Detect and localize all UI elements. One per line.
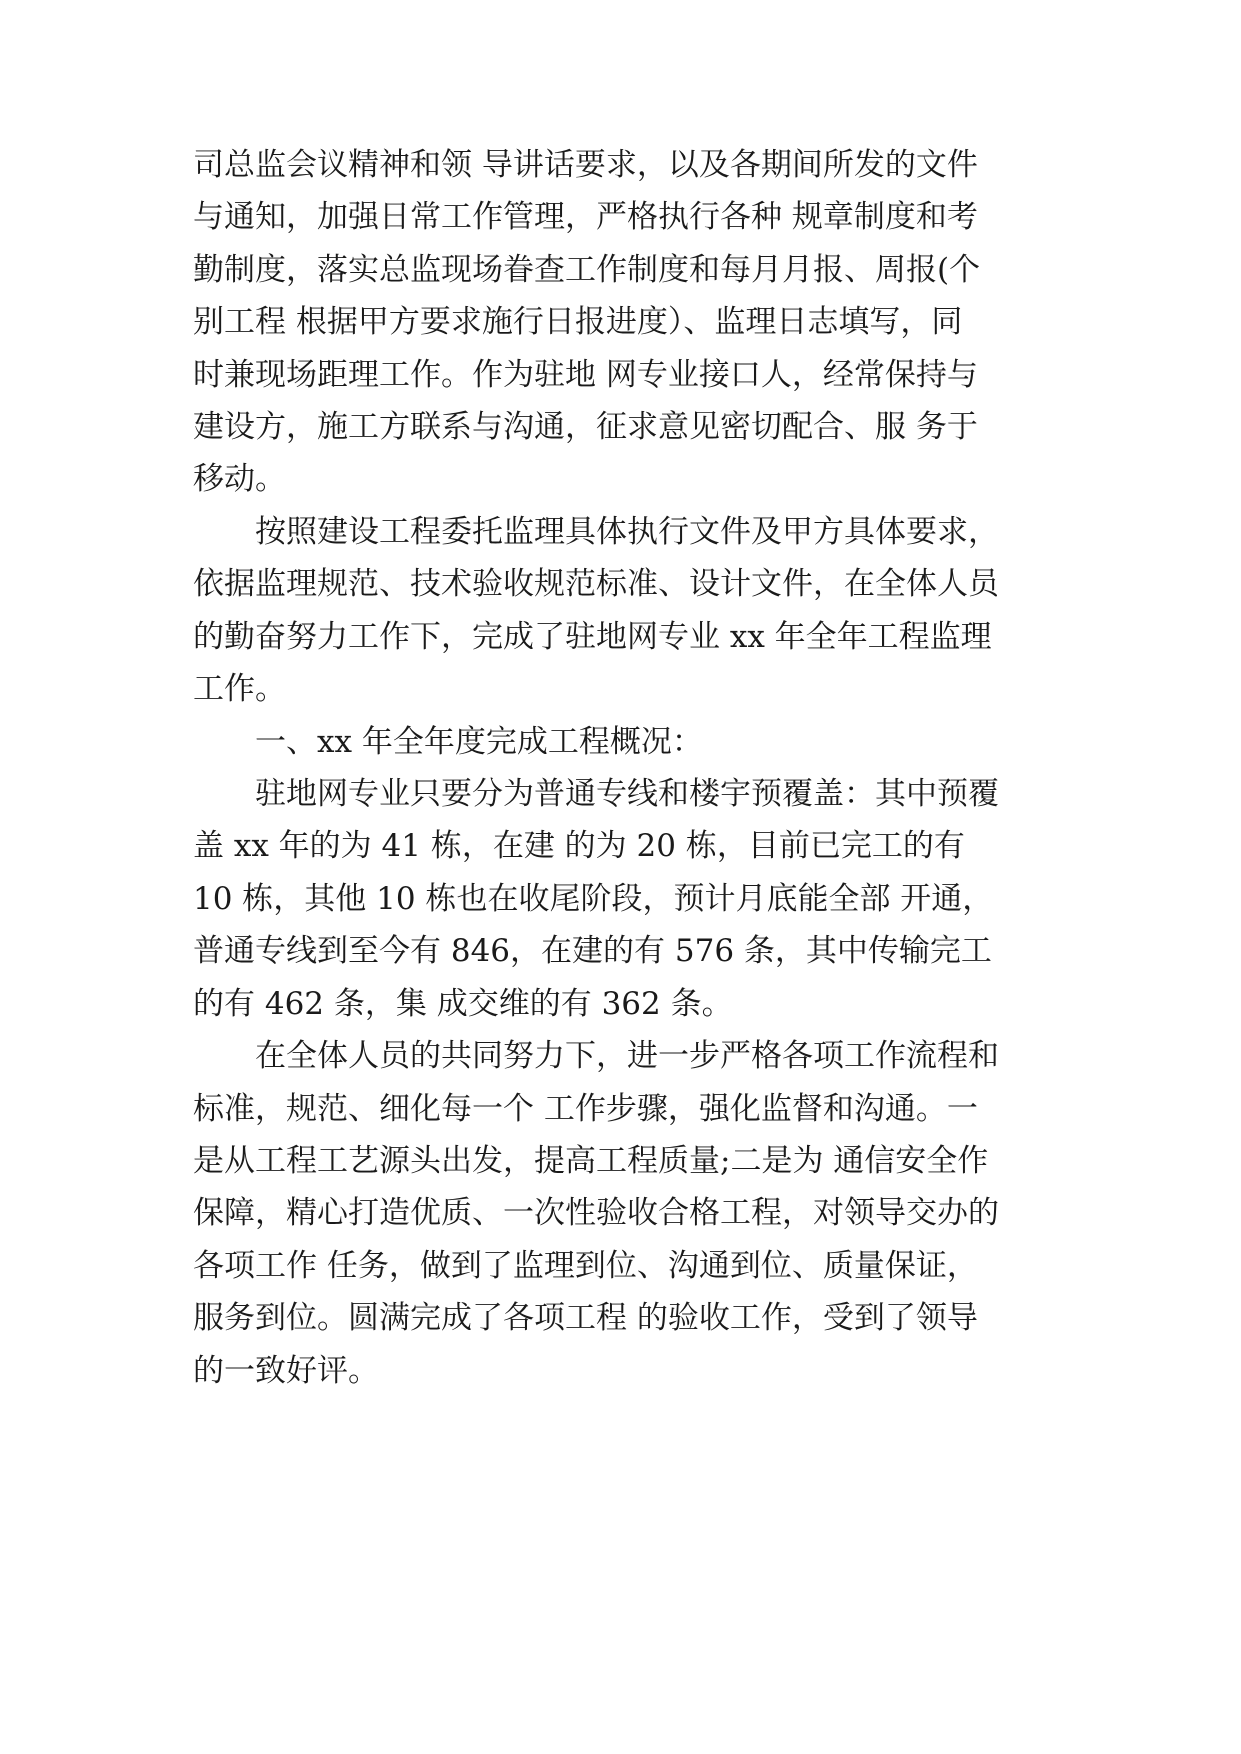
text-line: 在全体人员的共同努力下，进一步严格各项工作流程和	[193, 1038, 999, 1074]
text-line: 普通专线到至今有 846，在建的有 576 条，其中传输完工	[193, 933, 992, 969]
text-line: 时兼现场距理工作。作为驻地 网专业接口人，经常保持与	[193, 357, 978, 393]
text-line: 依据监理规范、技术验收规范标准、设计文件，在全体人员	[193, 566, 999, 602]
text-line: 别工程 根据甲方要求施行日报进度）、监理日志填写，同	[193, 304, 963, 340]
text-line: 的有 462 条，集 成交维的有 362 条。	[193, 986, 733, 1022]
text-line: 各项工作 任务，做到了监理到位、沟通到位、质量保证，	[193, 1248, 978, 1284]
text-line: 按照建设工程委托监理具体执行文件及甲方具体要求，	[193, 514, 999, 550]
text-line: 10 栋，其他 10 栋也在收尾阶段，预计月底能全部 开通，	[193, 881, 994, 917]
text-line: 标准，规范、细化每一个 工作步骤，强化监督和沟通。一	[193, 1091, 978, 1127]
text-line: 工作。	[193, 671, 286, 707]
text-line: 的一致好评。	[193, 1353, 379, 1389]
text-line: 与通知，加强日常工作管理，严格执行各种 规章制度和考	[193, 199, 978, 235]
text-line: 服务到位。圆满完成了各项工程 的验收工作，受到了领导	[193, 1300, 978, 1336]
text-line: 移动。	[193, 461, 286, 497]
text-line: 盖 xx 年的为 41 栋，在建 的为 20 栋，目前已完工的有	[193, 828, 965, 864]
text-line: 建设方，施工方联系与沟通，征求意见密切配合、服 务于	[193, 409, 978, 445]
text-line: 驻地网专业只要分为普通专线和楼宇预覆盖：其中预覆	[193, 776, 999, 812]
text-line: 勤制度，落实总监现场眷查工作制度和每月月报、周报(个	[193, 252, 981, 288]
text-line: 保障，精心打造优质、一次性验收合格工程，对领导交办的	[193, 1195, 999, 1231]
text-line: 是从工程工艺源头出发，提高工程质量;二是为 通信安全作	[193, 1143, 989, 1179]
section-heading: 一、xx 年全年度完成工程概况：	[193, 724, 703, 760]
text-line: 司总监会议精神和领 导讲话要求，以及各期间所发的文件	[193, 147, 978, 183]
text-line: 的勤奋努力工作下，完成了驻地网专业 xx 年全年工程监理	[193, 619, 992, 655]
